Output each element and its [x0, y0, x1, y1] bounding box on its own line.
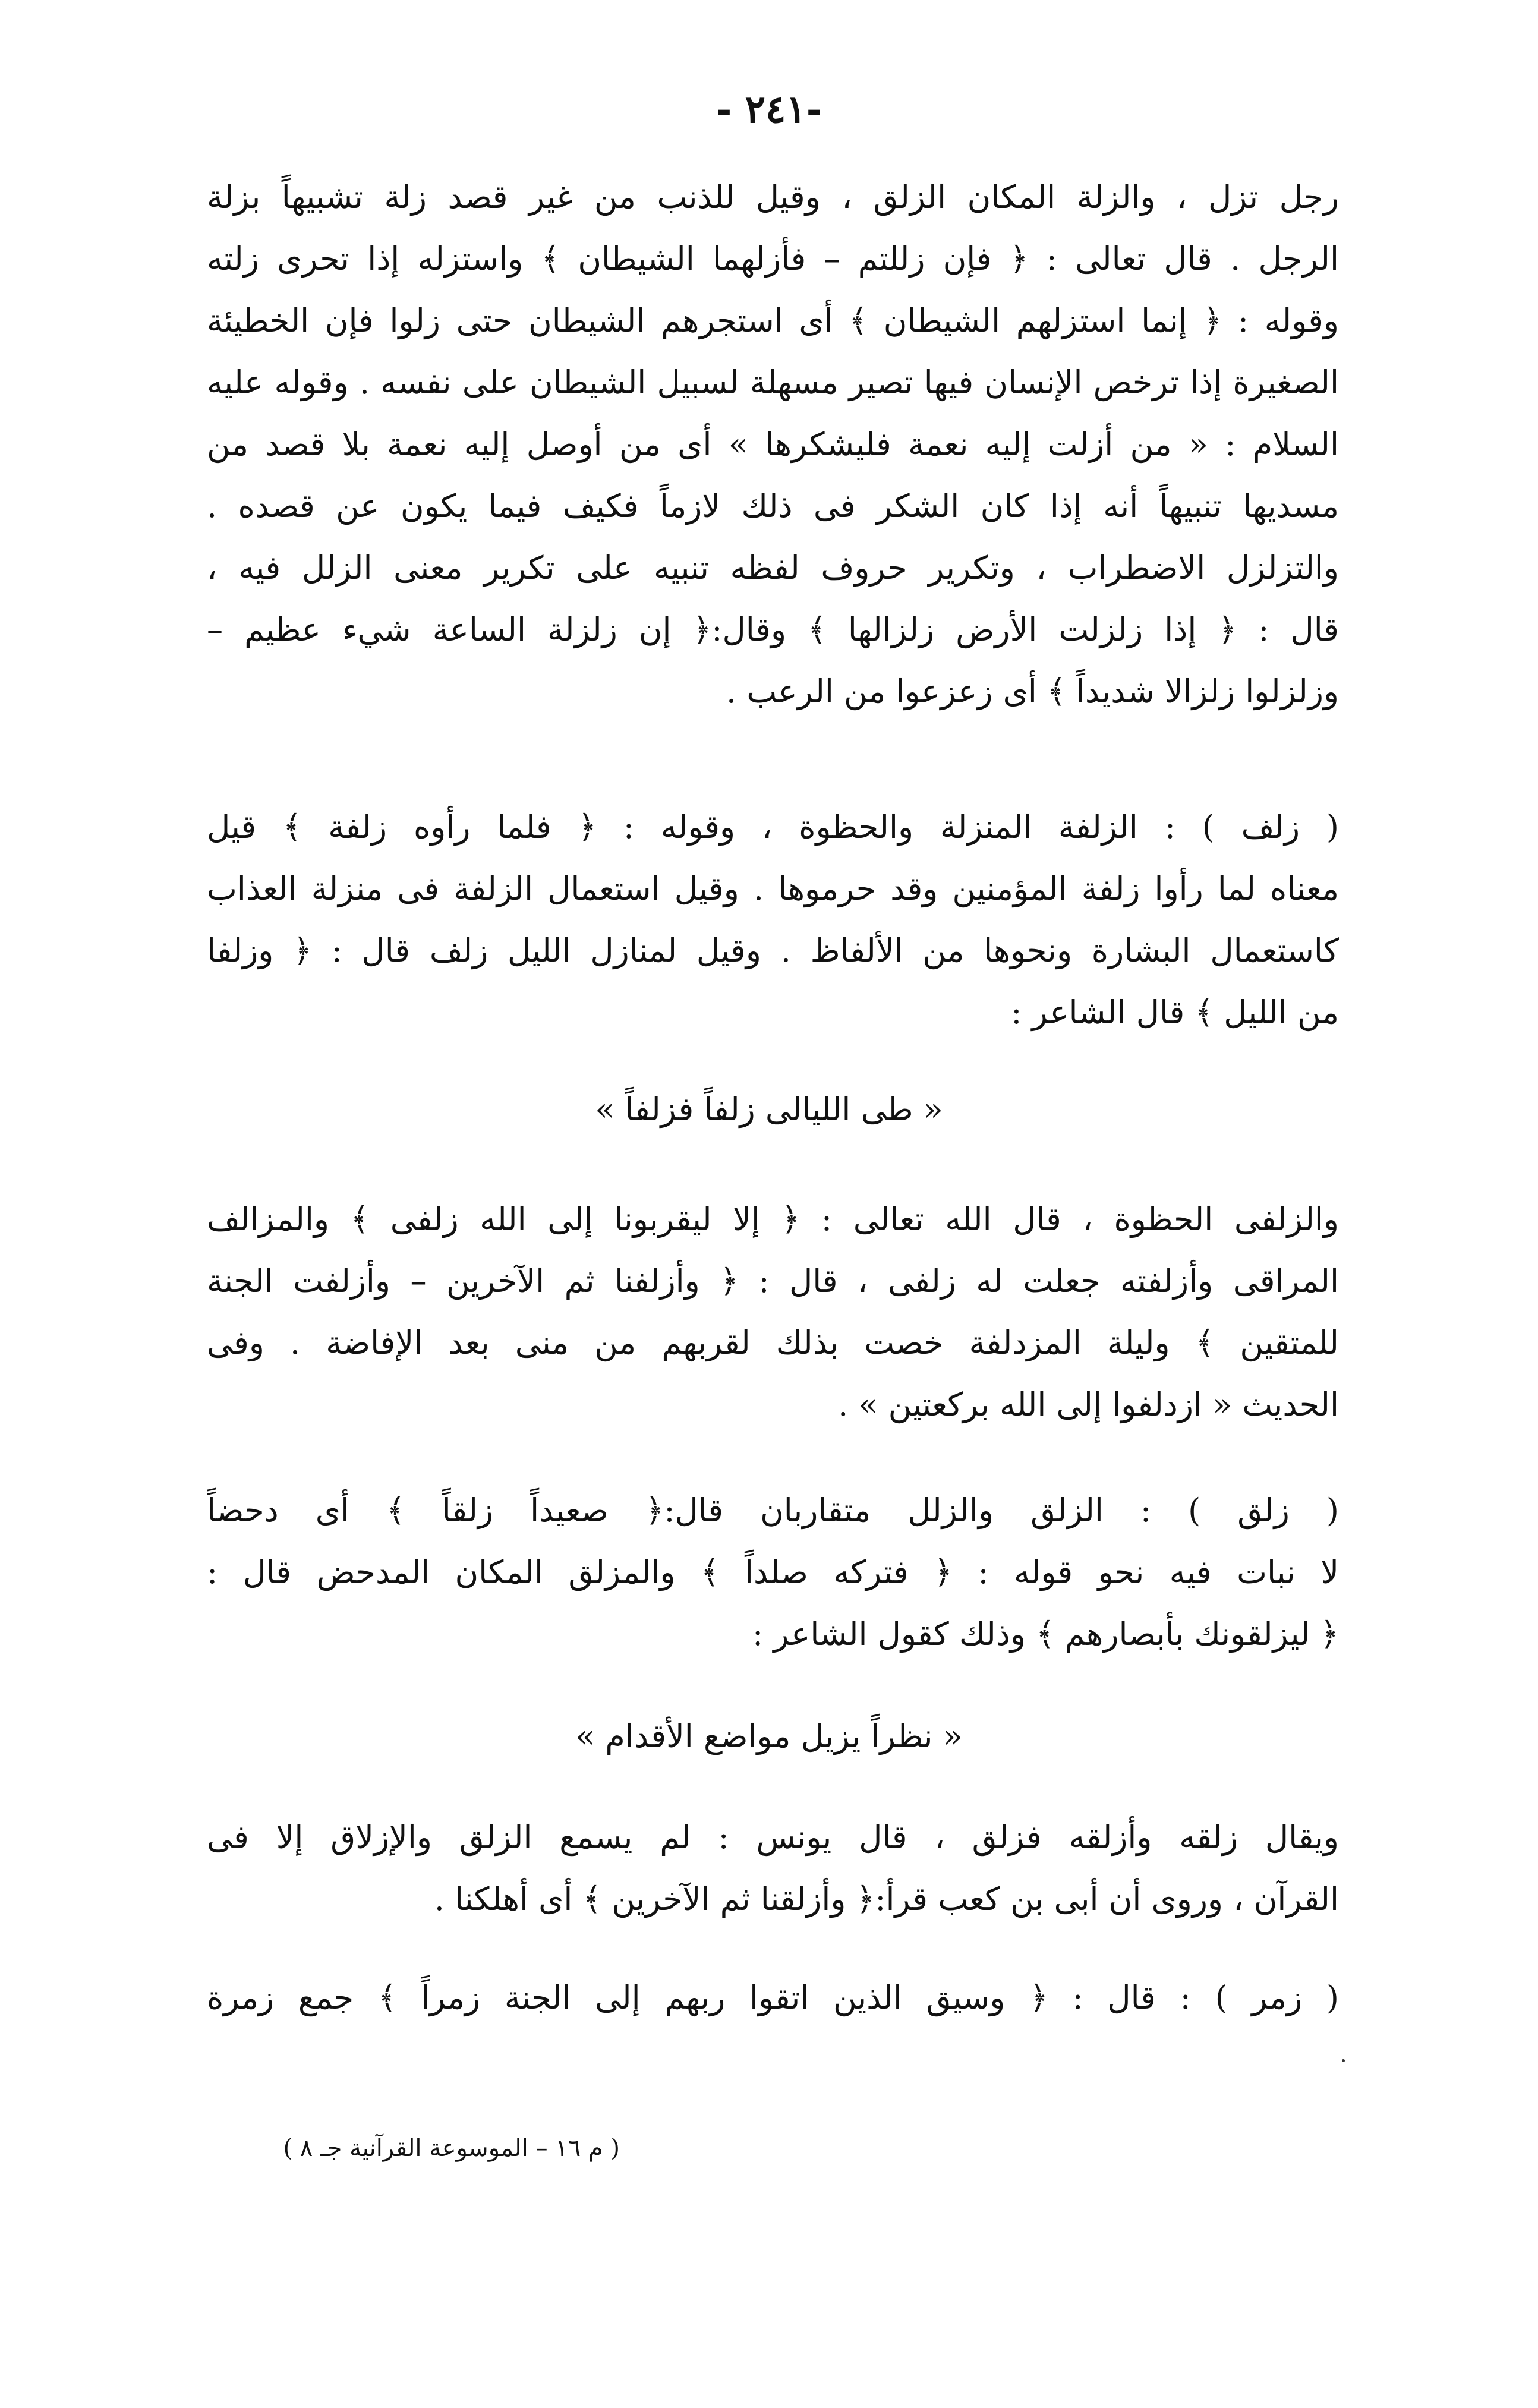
- text-line: ويقال زلقه وأزلقه فزلق ، قال يونس : لم يسمع الزلق والإزلاق إلا فى: [207, 1818, 1339, 1856]
- text-line: ( زلق ) : الزلق والزلل متقاربان قال:﴿ صعيداً زلقاً ﴾ أى دحضاً: [207, 1492, 1339, 1529]
- ink-dot: [1342, 2059, 1345, 2062]
- text-line: للمتقين ﴾ وليلة المزدلفة خصت بذلك لقربهم من منى بعد الإفاضة . وفى: [207, 1324, 1339, 1361]
- text-line: والتزلزل الاضطراب ، وتكرير حروف لفظه تنبيه على تكرير معنى الزلل فيه ،: [207, 549, 1339, 587]
- text-line: المراقى وأزلفته جعلت له زلفى ، قال : ﴿ وأزلفنا ثم الآخرين – وأزلفت الجنة: [207, 1262, 1339, 1300]
- text-line: معناه لما رأوا زلفة المؤمنين وقد حرموها . وقيل استعمال الزلفة فى منزلة العذاب: [207, 870, 1339, 907]
- text-line: القرآن ، وروى أن أبى بن كعب قرأ:﴿ وأزلقنا ثم الآخرين ﴾ أى أهلكنا .: [434, 1880, 1339, 1918]
- text-line: وزلزلوا زلزالا شديداً ﴾ أى زعزعوا من الرعب .: [726, 673, 1339, 710]
- text-line: رجل تزل ، والزلة المكان الزلق ، وقيل للذنب من غير قصد زلة تشبيهاً بزلة: [207, 178, 1339, 216]
- text-line: ( زلف ) : الزلفة المنزلة والحظوة ، وقوله : ﴿ فلما رأوه زلفة ﴾ قيل: [207, 808, 1339, 846]
- text-line: ( زمر ) : قال : ﴿ وسيق الذين اتقوا ربهم إلى الجنة زمراً ﴾ جمع زمرة: [207, 1979, 1339, 2016]
- text-line: والزلفى الحظوة ، قال الله تعالى : ﴿ إلا ليقربونا إلى الله زلفى ﴾ والمزالف: [207, 1200, 1339, 1238]
- footnote: ( م ١٦ – الموسوعة القرآنية جـ ٨ ): [283, 2135, 620, 2162]
- poetry-verse: « نظراً يزيل مواضع الأقدام »: [575, 1717, 963, 1755]
- text-line: وقوله : ﴿ إنما استزلهم الشيطان ﴾ أى استجرهم الشيطان حتى زلوا فإن الخطيئة: [207, 302, 1339, 339]
- text-line: مسديها تنبيهاً أنه إذا كان الشكر فى ذلك لازماً فكيف فيما يكون عن قصده .: [207, 487, 1339, 525]
- text-line: ﴿ ليزلقونك بأبصارهم ﴾ وذلك كقول الشاعر :: [752, 1615, 1339, 1653]
- text-line: الحديث « ازدلفوا إلى الله بركعتين » .: [838, 1386, 1339, 1423]
- poetry-verse: « طى الليالى زلفاً فزلفاً »: [595, 1090, 943, 1128]
- text-line: لا نبات فيه نحو قوله : ﴿ فتركه صلداً ﴾ والمزلق المكان المدحض قال :: [207, 1553, 1339, 1591]
- page-number: -٢٤١ -: [716, 87, 822, 132]
- text-line: من الليل ﴾ قال الشاعر :: [1011, 994, 1339, 1031]
- text-line: قال : ﴿ إذا زلزلت الأرض زلزالها ﴾ وقال:﴿ إن زلزلة الساعة شيء عظيم –: [207, 611, 1339, 648]
- text-line: الرجل . قال تعالى : ﴿ فإن زللتم – فأزلهما الشيطان ﴾ واستزله إذا تحرى زلته: [207, 240, 1339, 278]
- text-line: كاستعمال البشارة ونحوها من الألفاظ . وقيل لمنازل الليل زلف قال : ﴿ وزلفا: [207, 932, 1339, 969]
- text-line: السلام : « من أزلت إليه نعمة فليشكرها » أى من أوصل إليه نعمة بلا قصد من: [207, 426, 1339, 463]
- text-line: الصغيرة إذا ترخص الإنسان فيها تصير مسهلة لسبيل الشيطان على نفسه . وقوله عليه: [207, 364, 1339, 401]
